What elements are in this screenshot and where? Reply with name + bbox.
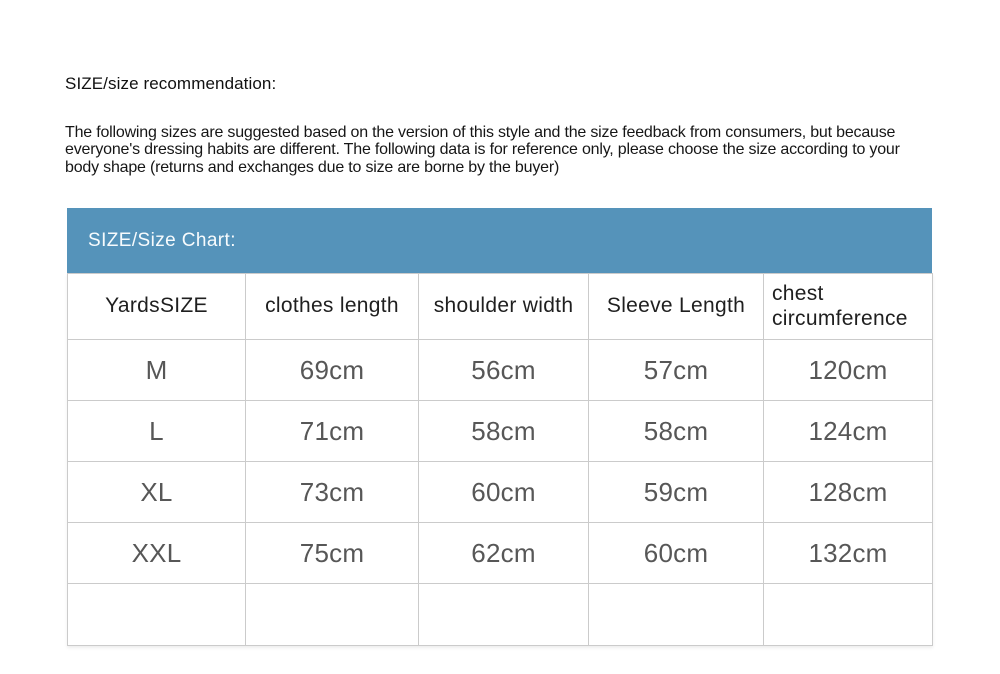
chest-circumference-cell: 132cm bbox=[764, 523, 933, 584]
size-chart-banner bbox=[67, 208, 932, 273]
shoulder-width-cell: 56cm bbox=[419, 340, 589, 401]
header-row bbox=[68, 274, 933, 340]
empty-row bbox=[68, 584, 933, 646]
clothes-length-cell: 73cm bbox=[246, 462, 419, 523]
clothes-length-cell: 71cm bbox=[246, 401, 419, 462]
size-chart-banner-label: SIZE/Size Chart: bbox=[88, 229, 236, 251]
size-disclaimer-text: The following sizes are suggested based on the version of this style and the size feedback from consumers, but because everyone's dressing habits are different. The following data is for reference only, please choose the size according to your body shape (returns and exchanges due to size are borne by the buyer) bbox=[65, 124, 900, 176]
sleeve-length-cell: 58cm bbox=[589, 401, 764, 462]
chest-circumference-cell: 120cm bbox=[764, 340, 933, 401]
size-row-xl bbox=[68, 462, 933, 523]
chest-circumference-cell: 128cm bbox=[764, 462, 933, 523]
shoulder-width-cell: 62cm bbox=[419, 523, 589, 584]
empty-cell bbox=[246, 584, 419, 646]
column-header-sleeve-length: Sleeve Length bbox=[589, 274, 764, 340]
shoulder-width-cell: 60cm bbox=[419, 462, 589, 523]
sleeve-length-cell: 57cm bbox=[589, 340, 764, 401]
column-header-clothes-length: clothes length bbox=[246, 274, 419, 340]
clothes-length-cell: 69cm bbox=[246, 340, 419, 401]
clothes-length-cell: 75cm bbox=[246, 523, 419, 584]
empty-cell bbox=[419, 584, 589, 646]
size-row-xxl bbox=[68, 523, 933, 584]
sleeve-length-cell: 60cm bbox=[589, 523, 764, 584]
shoulder-width-cell: 58cm bbox=[419, 401, 589, 462]
size-cell: L bbox=[68, 401, 246, 462]
size-chart-table bbox=[67, 273, 933, 646]
chest-circumference-cell: 124cm bbox=[764, 401, 933, 462]
sleeve-length-cell: 59cm bbox=[589, 462, 764, 523]
empty-cell bbox=[589, 584, 764, 646]
size-row-l bbox=[68, 401, 933, 462]
page-title: SIZE/size recommendation: bbox=[65, 74, 277, 93]
size-cell: M bbox=[68, 340, 246, 401]
empty-cell bbox=[68, 584, 246, 646]
empty-cell bbox=[764, 584, 933, 646]
size-row-m bbox=[68, 340, 933, 401]
size-cell: XXL bbox=[68, 523, 246, 584]
column-header-yards-size: YardsSIZE bbox=[68, 274, 246, 340]
column-header-chest-circumference: chest circumference bbox=[764, 274, 933, 340]
size-cell: XL bbox=[68, 462, 246, 523]
column-header-shoulder-width: shoulder width bbox=[419, 274, 589, 340]
